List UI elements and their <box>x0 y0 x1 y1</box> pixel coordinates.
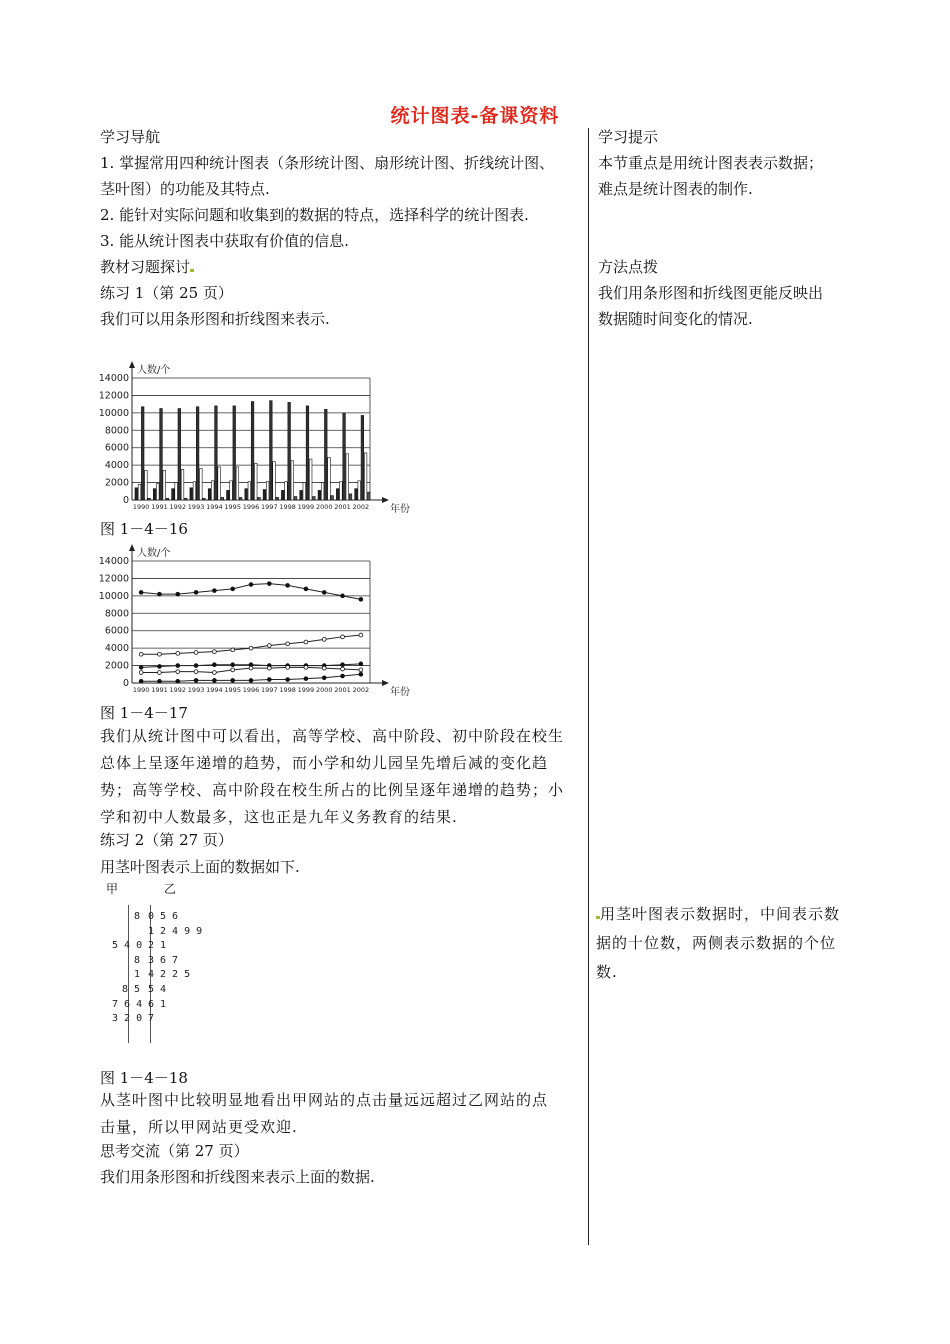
x-tick-label: 1996 <box>242 686 260 694</box>
y-axis-label: 人数/个 <box>137 365 171 376</box>
bar <box>184 498 187 500</box>
data-point <box>212 663 216 667</box>
data-point <box>139 652 143 656</box>
x-tick-label: 1990 <box>132 686 150 694</box>
x-tick-label: 1991 <box>151 686 168 694</box>
data-point <box>176 651 180 655</box>
analysis-line-2: 总体上呈逐年递增的趋势，而小学和幼儿园呈先增后减的变化趋 <box>100 754 549 772</box>
stemleaf-right-leaves: 1 <box>160 940 167 952</box>
bar <box>233 406 236 500</box>
stemleaf-left-label: 甲 <box>106 882 119 896</box>
data-point <box>176 664 180 668</box>
bar <box>148 498 151 500</box>
y-axis-arrow <box>129 361 135 368</box>
bar <box>355 489 358 500</box>
data-point <box>249 583 253 587</box>
data-point <box>359 662 363 666</box>
x-tick-label: 1991 <box>151 503 168 511</box>
fig17-caption: 图 1－4－17 <box>100 704 188 722</box>
bar <box>160 409 163 501</box>
bar <box>270 401 273 500</box>
bar <box>276 497 279 500</box>
x-tick-label: 2002 <box>352 686 370 694</box>
stemleaf-right-leaves: 5 6 <box>160 911 179 922</box>
bar <box>306 406 309 500</box>
bar <box>215 406 218 500</box>
data-point <box>304 640 308 644</box>
stem-note <box>596 900 866 987</box>
data-point <box>212 589 216 593</box>
x-axis-arrow <box>382 497 389 503</box>
data-point <box>194 664 198 668</box>
y-tick-label: 10000 <box>98 590 129 602</box>
x-tick-label: 1997 <box>261 686 278 694</box>
x-tick-label: 2001 <box>334 503 351 511</box>
method-heading: 方法点拨 <box>598 258 659 276</box>
x-tick-label: 1998 <box>279 686 296 694</box>
ex1-text: 我们可以用条形图和折线图来表示. <box>100 310 330 328</box>
data-point <box>341 663 345 667</box>
bar <box>309 459 312 500</box>
data-point <box>212 650 216 654</box>
x-axis-arrow <box>382 680 389 686</box>
y-tick-label: 12000 <box>98 573 129 585</box>
x-tick-label: 1993 <box>187 686 205 694</box>
bar <box>263 490 266 500</box>
data-point <box>212 671 216 675</box>
data-point <box>359 668 363 672</box>
data-point <box>286 665 290 669</box>
x-tick-label: 1995 <box>224 686 241 694</box>
data-point <box>231 668 235 672</box>
y-tick-label: 4000 <box>104 643 129 655</box>
y-tick-label: 0 <box>122 678 129 689</box>
data-point <box>194 651 198 655</box>
bar <box>364 453 367 500</box>
bar <box>258 497 261 500</box>
stemleaf-stem: 0 <box>147 911 155 922</box>
page-title: 统计图表-备课资料 <box>390 105 560 127</box>
data-point <box>249 666 253 670</box>
think-title: 思考交流（第 27 页） <box>100 1142 249 1160</box>
bar <box>221 497 224 500</box>
bar <box>163 470 166 500</box>
data-point <box>267 644 271 648</box>
data-point <box>304 665 308 669</box>
x-tick-label: 1994 <box>206 503 223 511</box>
bar <box>346 454 349 500</box>
data-point <box>139 671 143 675</box>
data-point <box>341 667 345 671</box>
y-tick-label: 2000 <box>104 477 129 489</box>
bar <box>328 457 331 500</box>
y-tick-label: 4000 <box>104 460 129 472</box>
bar <box>230 481 233 500</box>
stemleaf-right-leaves: 4 <box>160 983 167 995</box>
x-tick-label: 2000 <box>315 503 333 511</box>
bar <box>321 483 324 500</box>
stemleaf-left-leaves: 1 <box>133 969 140 981</box>
bar <box>190 488 193 500</box>
bar <box>172 489 175 500</box>
method-line-1: 我们用条形图和折线图更能反映出 <box>598 284 824 302</box>
data-point <box>176 592 180 596</box>
fig16-caption: 图 1－4－16 <box>100 520 188 538</box>
data-point <box>139 665 143 669</box>
bar <box>203 498 206 500</box>
method-line-2: 数据随时间变化的情况. <box>598 310 753 328</box>
bar <box>208 489 211 500</box>
x-tick-label: 1994 <box>206 686 223 694</box>
stemleaf-left-leaves: 8 5 <box>121 983 140 995</box>
data-point <box>231 648 235 652</box>
bar <box>236 467 239 500</box>
line-chart <box>92 538 412 698</box>
bar <box>340 482 343 500</box>
bar <box>313 497 316 500</box>
x-tick-label: 1999 <box>297 686 315 694</box>
x-tick-label: 2002 <box>352 503 370 511</box>
data-point <box>304 587 308 591</box>
stemleaf-right-leaves: 1 <box>160 998 167 1010</box>
data-point <box>322 638 326 642</box>
x-tick-label: 1996 <box>242 503 260 511</box>
stemleaf-stem: 5 <box>147 983 155 995</box>
data-point <box>176 679 180 683</box>
stemleaf-stem: 1 <box>147 925 155 937</box>
bar <box>303 483 306 500</box>
stemleaf-right-leaves: 2 4 9 9 <box>160 925 203 937</box>
nav-item-2: 2. 能针对实际问题和收集到的数据的特点，选择科学的统计图表. <box>100 206 529 224</box>
x-tick-label: 1990 <box>132 503 150 511</box>
y-tick-label: 2000 <box>104 660 129 672</box>
nav-item-1-cont: 茎叶图）的功能及其特点. <box>100 180 270 198</box>
ex1-title: 练习 1（第 25 页） <box>100 284 233 302</box>
y-tick-label: 14000 <box>98 556 129 567</box>
data-point <box>194 678 198 682</box>
stemleaf-stem: 2 <box>147 940 155 952</box>
data-point <box>194 670 198 674</box>
stemleaf-stem: 7 <box>147 1013 155 1025</box>
conclusion-line-1: 从茎叶图中比较明显地看出甲网站的点击量远远超过乙网站的点 <box>100 1091 549 1109</box>
fig18-caption: 图 1－4－18 <box>100 1069 188 1087</box>
bar <box>218 467 221 500</box>
data-point <box>249 646 253 650</box>
data-point <box>341 635 345 639</box>
bar <box>331 496 334 500</box>
bar <box>193 482 196 500</box>
y-tick-label: 12000 <box>98 390 129 402</box>
bar <box>285 482 288 500</box>
data-point <box>267 678 271 682</box>
data-point <box>212 678 216 682</box>
nav-item-1: 1. 掌握常用四种统计图表（条形统计图、扇形统计图、折线统计图、 <box>100 154 555 172</box>
data-point <box>158 671 162 675</box>
stemleaf-stem: 3 <box>147 954 155 966</box>
bar <box>181 470 184 501</box>
analysis-line-4: 学和初中人数最多，这也正是九年义务教育的结果. <box>100 808 458 826</box>
bar <box>138 484 141 500</box>
bar <box>248 482 251 500</box>
stemleaf-left-leaves: 3 2 0 <box>112 1013 143 1025</box>
x-tick-label: 1992 <box>169 686 187 694</box>
conclusion-line-2: 击量，所以甲网站更受欢迎. <box>100 1118 298 1136</box>
x-tick-label: 1998 <box>279 503 296 511</box>
bar <box>349 494 352 500</box>
bar <box>145 470 148 500</box>
data-point <box>139 679 143 683</box>
bar <box>141 407 144 500</box>
analysis-line-3: 势；高等学校、高中阶段在校生所占的比例呈逐年递增的趋势；小 <box>100 781 565 799</box>
y-axis-label: 人数/个 <box>137 548 171 559</box>
x-tick-label: 2000 <box>315 686 333 694</box>
bar <box>273 462 276 500</box>
stemleaf-left-leaves: 8 <box>133 911 140 922</box>
stemleaf-right-leaves: 6 7 <box>160 954 179 966</box>
nav-heading: 学习导航 <box>100 128 161 146</box>
stemleaf-left-leaves: 7 6 4 <box>112 998 143 1010</box>
bar <box>227 490 230 500</box>
think-text: 我们用条形图和折线图来表示上面的数据. <box>100 1168 375 1186</box>
bar <box>200 469 203 500</box>
x-tick-label: 1997 <box>261 503 278 511</box>
bar <box>245 489 248 500</box>
bar <box>291 461 294 500</box>
data-point <box>286 678 290 682</box>
data-point <box>322 666 326 670</box>
bar <box>254 463 257 500</box>
stem-note-line-3: 数. <box>596 963 618 981</box>
data-point <box>359 633 363 637</box>
y-axis-arrow <box>129 544 135 551</box>
bar <box>324 409 327 500</box>
stemleaf-stem: 4 <box>147 969 155 981</box>
bar <box>343 413 346 500</box>
conclusion-paragraph <box>100 1087 585 1141</box>
nav-item-3: 3. 能从统计图表中获取有价值的信息. <box>100 232 349 250</box>
x-tick-label: 1993 <box>187 503 205 511</box>
data-point <box>341 674 345 678</box>
y-tick-label: 14000 <box>98 373 129 384</box>
bar <box>196 407 199 500</box>
y-tick-label: 8000 <box>104 425 129 437</box>
data-point <box>158 679 162 683</box>
y-tick-label: 10000 <box>98 407 129 419</box>
data-point <box>176 670 180 674</box>
data-point <box>158 665 162 669</box>
stemleaf-left-leaves: 8 <box>133 954 140 966</box>
bar <box>211 481 214 500</box>
x-axis-label: 年份 <box>390 504 410 515</box>
bar <box>358 481 361 500</box>
stem-note-line-2: 据的十位数，两侧表示数据的个位 <box>596 934 837 952</box>
data-point <box>249 678 253 682</box>
tips-heading: 学习提示 <box>598 128 659 146</box>
stemleaf-right-leaves: 2 2 5 <box>160 969 191 981</box>
analysis-line-1: 我们从统计图中可以看出，高等学校、高中阶段、初中阶段在校生 <box>100 727 565 745</box>
y-tick-label: 6000 <box>104 442 129 454</box>
bar <box>251 402 254 500</box>
bar <box>281 490 284 500</box>
bar <box>153 489 156 500</box>
bar <box>157 483 160 500</box>
ex2-title: 练习 2（第 27 页） <box>100 831 233 849</box>
stem-note-line-1: 用茎叶图表示数据时，中间表示数 <box>596 900 866 929</box>
bar <box>300 490 303 500</box>
data-point <box>341 594 345 598</box>
data-point <box>359 597 363 601</box>
data-point <box>267 582 271 586</box>
data-point <box>231 678 235 682</box>
data-point <box>286 642 290 646</box>
bar <box>336 489 339 500</box>
bar <box>175 483 178 500</box>
tips-line-2: 难点是统计图表的制作. <box>598 180 753 198</box>
series-line <box>141 635 361 654</box>
data-point <box>158 592 162 596</box>
bar <box>318 490 321 500</box>
bar <box>239 497 242 500</box>
data-point <box>158 652 162 656</box>
bar <box>166 498 169 500</box>
analysis-paragraph <box>100 723 585 831</box>
data-point <box>139 590 143 594</box>
data-point <box>359 672 363 676</box>
bar <box>178 409 181 501</box>
bar-chart <box>92 357 412 517</box>
bar <box>367 492 370 500</box>
column-divider <box>588 128 589 1245</box>
bar <box>266 482 269 500</box>
data-point <box>286 584 290 588</box>
bar <box>361 415 364 500</box>
x-tick-label: 1999 <box>297 503 315 511</box>
data-point <box>231 587 235 591</box>
bar <box>294 497 297 500</box>
y-tick-label: 6000 <box>104 625 129 637</box>
exercise-heading: 教材习题探讨 <box>100 255 194 280</box>
x-tick-label: 1995 <box>224 503 241 511</box>
bar <box>288 402 291 500</box>
data-point <box>267 666 271 670</box>
data-point <box>231 663 235 667</box>
stemleaf-stem: 6 <box>147 998 155 1010</box>
x-axis-label: 年份 <box>390 687 410 698</box>
ex2-text: 用茎叶图表示上面的数据如下. <box>100 858 300 876</box>
x-tick-label: 1992 <box>169 503 187 511</box>
data-point <box>194 590 198 594</box>
data-point <box>304 677 308 681</box>
x-tick-label: 2001 <box>334 686 351 694</box>
y-tick-label: 8000 <box>104 608 129 620</box>
tips-line-1: 本节重点是用统计图表表示数据； <box>598 154 824 172</box>
stemleaf-left-leaves: 5 4 0 <box>112 940 143 952</box>
data-point <box>322 590 326 594</box>
y-tick-label: 0 <box>122 495 129 506</box>
bar <box>135 488 138 500</box>
stemleaf-right-label: 乙 <box>164 882 177 896</box>
data-point <box>322 676 326 680</box>
